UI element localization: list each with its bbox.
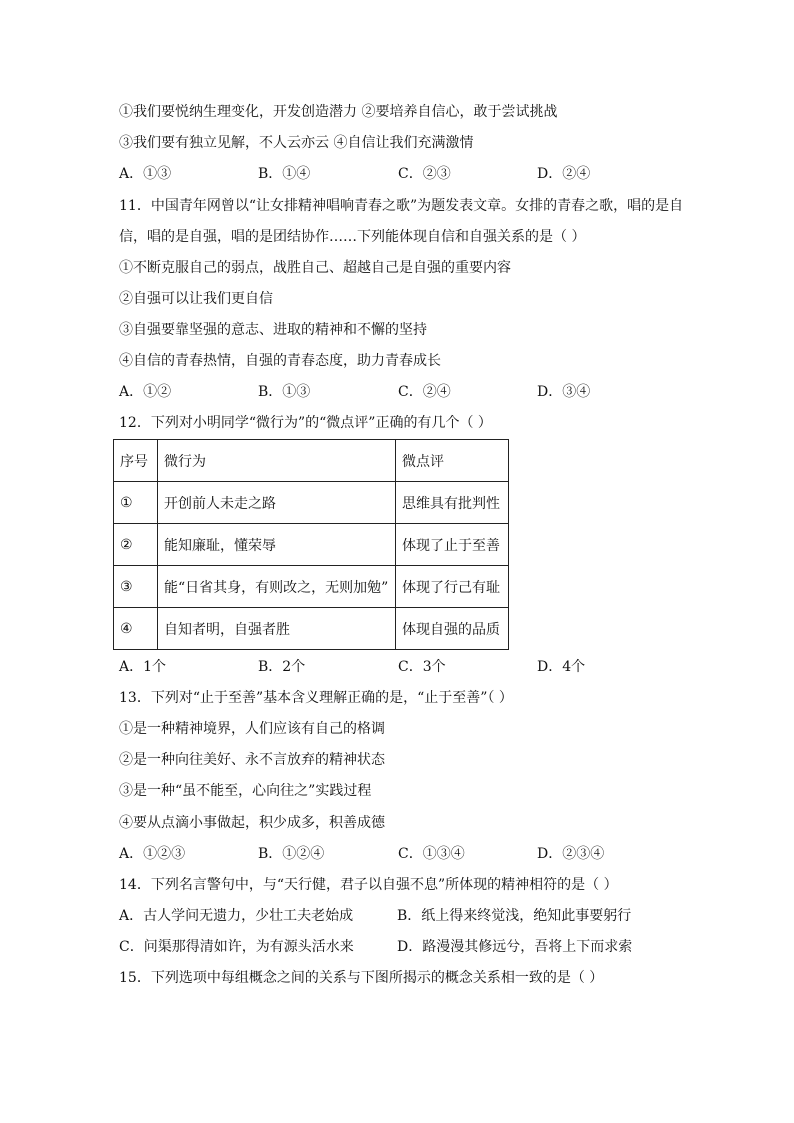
q12-stem: 12．下列对小明同学“微行为”的“微点评”正确的有几个（ ）: [119, 415, 492, 431]
table-header-cell: 序号: [114, 440, 158, 482]
table-cell: 能知廉耻，懂荣辱: [158, 524, 396, 566]
q11-option-a[interactable]: A．①②: [119, 384, 172, 400]
q14-options-row-2: [119, 937, 679, 957]
table-cell: 能“日省其身，有则改之，无则加勉”: [158, 566, 396, 608]
q13-option-a[interactable]: A．①②③: [119, 846, 186, 862]
q11-options: [119, 382, 679, 402]
q13-choice-2: ②是一种向往美好、永不言放弃的精神状态: [119, 752, 385, 768]
q14-option-a[interactable]: A．古人学问无遗力，少壮工夫老始成: [119, 908, 354, 924]
table-cell: ④: [114, 608, 158, 650]
table-header-cell: 微行为: [158, 440, 396, 482]
q10-option-c[interactable]: C．②③: [398, 166, 451, 182]
q10-options: [119, 164, 679, 184]
q11-choice-4: ④自信的青春热情，自强的青春态度，助力青春成长: [119, 353, 441, 369]
q14-options-row-1: [119, 906, 679, 926]
q13-choice-1: ①是一种精神境界，人们应该有自己的格调: [119, 721, 385, 737]
q13-stem: 13．下列对“止于至善”基本含义理解正确的是，“止于至善”（ ）: [119, 690, 513, 706]
q10-choice-line-2: ③我们要有独立见解，不人云亦云 ④自信让我们充满激情: [119, 135, 474, 151]
table-cell: ①: [114, 482, 158, 524]
q11-choice-2: ②自强可以让我们更自信: [119, 291, 273, 307]
table-cell: 体现自强的品质: [396, 608, 509, 650]
table-cell: 开创前人未走之路: [158, 482, 396, 524]
q14-option-c[interactable]: C．问渠那得清如许，为有源头活水来: [119, 939, 354, 955]
q12-option-a[interactable]: A．1个: [119, 659, 167, 675]
q12-option-b[interactable]: B．2个: [258, 659, 306, 675]
table-row: [114, 482, 509, 524]
q11-choice-1: ①不断克服自己的弱点，战胜自己、超越自己是自强的重要内容: [119, 260, 511, 276]
q14-option-b[interactable]: B．纸上得来终觉浅，绝知此事要躬行: [397, 908, 632, 924]
table-row: [114, 524, 509, 566]
table-cell: 体现了行己有耻: [396, 566, 509, 608]
table-row: [114, 608, 509, 650]
q10-option-d[interactable]: D．②④: [537, 166, 591, 182]
q13-choice-3: ③是一种“虽不能至，心向往之”实践过程: [119, 783, 372, 799]
q11-option-c[interactable]: C．②④: [398, 384, 451, 400]
q15-stem: 15．下列选项中每组概念之间的关系与下图所揭示的概念关系相一致的是（ ）: [119, 970, 604, 986]
q11-stem-line-2: 信，唱的是自强，唱的是团结协作……下列能体现自信和自强关系的是（ ）: [119, 229, 586, 245]
q12-option-d[interactable]: D．4个: [537, 659, 586, 675]
q10-choice-line-1: ①我们要悦纳生理变化，开发创造潜力 ②要培养自信心，敢于尝试挑战: [119, 104, 558, 120]
table-header-row: [114, 440, 509, 482]
q12-option-c[interactable]: C．3个: [398, 659, 446, 675]
q11-stem-line-1: 11．中国青年网曾以“让女排精神唱响青春之歌”为题发表文章。女排的青春之歌，唱的是自: [119, 198, 684, 214]
q14-option-d[interactable]: D．路漫漫其修远兮，吾将上下而求索: [397, 939, 633, 955]
q12-table: [113, 439, 509, 650]
table-cell: 体现了止于至善: [396, 524, 509, 566]
q11-option-d[interactable]: D．③④: [537, 384, 591, 400]
q12-options: [119, 657, 679, 677]
table-row: [114, 566, 509, 608]
table-cell: 自知者明，自强者胜: [158, 608, 396, 650]
table-cell: 思维具有批判性: [396, 482, 509, 524]
q10-option-b[interactable]: B．①④: [258, 166, 311, 182]
q13-option-d[interactable]: D．②③④: [537, 846, 605, 862]
q13-option-b[interactable]: B．①②④: [258, 846, 325, 862]
q13-option-c[interactable]: C．①③④: [398, 846, 465, 862]
table-cell: ③: [114, 566, 158, 608]
table-cell: ②: [114, 524, 158, 566]
q13-choice-4: ④要从点滴小事做起，积少成多，积善成德: [119, 815, 385, 831]
q11-option-b[interactable]: B．①③: [258, 384, 311, 400]
q11-choice-3: ③自强要靠坚强的意志、进取的精神和不懈的坚持: [119, 322, 427, 338]
q10-option-a[interactable]: A．①③: [119, 166, 172, 182]
q13-options: [119, 844, 679, 864]
table-header-cell: 微点评: [396, 440, 509, 482]
q14-stem: 14．下列名言警句中，与“天行健，君子以自强不息”所体现的精神相符的是（ ）: [119, 877, 618, 893]
